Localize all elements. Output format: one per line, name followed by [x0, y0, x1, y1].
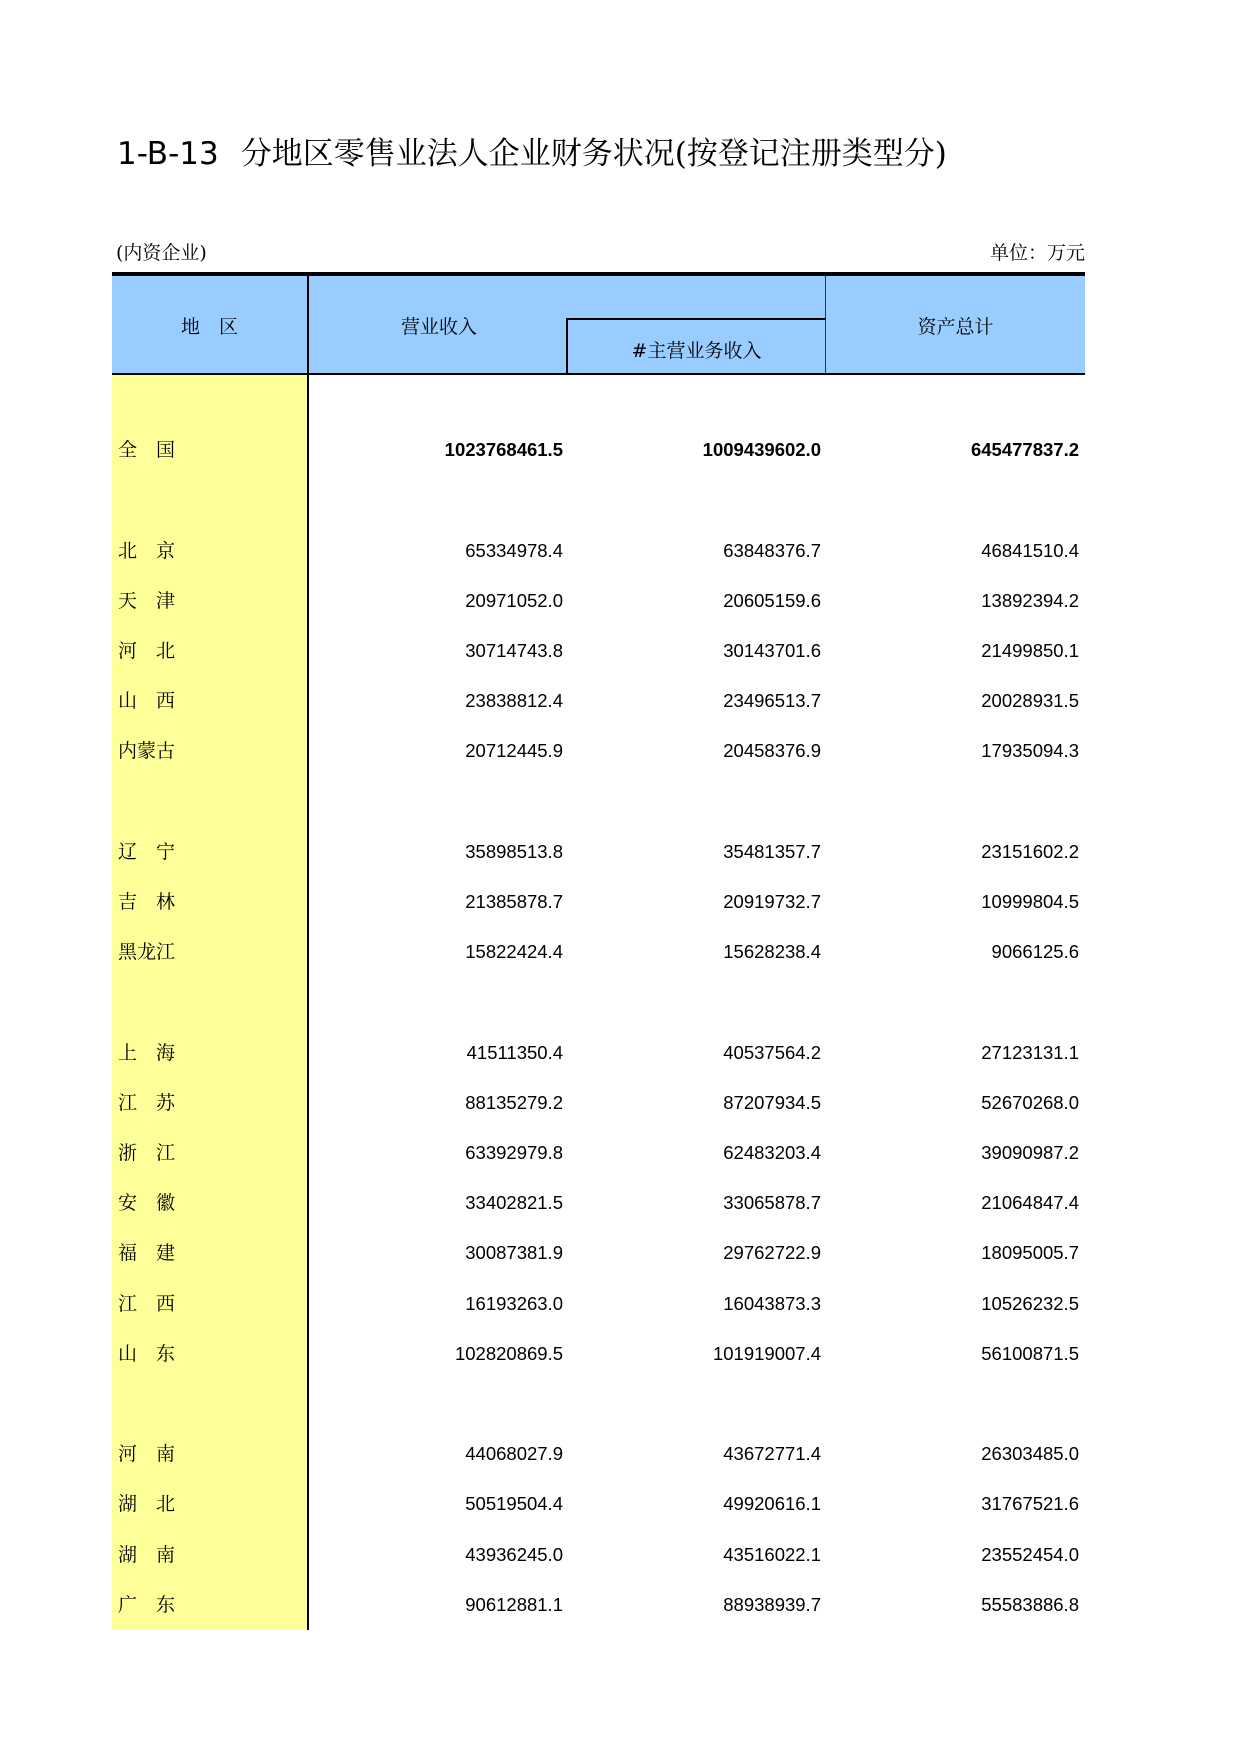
assets-value: 21064847.4 — [981, 1192, 1079, 1214]
assets-value: 21499850.1 — [981, 640, 1079, 661]
header-region: 地 区 — [180, 316, 238, 338]
region-name: 江 苏 — [118, 1091, 176, 1114]
main-revenue-value: 20458376.9 — [723, 740, 821, 762]
main-revenue-value: 33065878.7 — [723, 1192, 821, 1214]
subtitle: (内资企业) — [116, 242, 207, 264]
divider — [566, 318, 826, 320]
revenue-value: 44068027.9 — [465, 1443, 563, 1465]
table-row — [112, 1429, 1085, 1479]
page-title — [117, 128, 947, 173]
revenue-value: 16193263.0 — [465, 1292, 563, 1314]
main-revenue-value: 40537564.2 — [723, 1041, 821, 1063]
assets-value: 10999804.5 — [981, 891, 1079, 912]
main-revenue-value: 43672771.4 — [723, 1443, 821, 1465]
region-name: 内蒙古 — [118, 740, 176, 763]
main-revenue-value: 30143701.6 — [723, 640, 821, 661]
table-title: 分地区零售业法人企业财务状况(按登记注册类型分) — [240, 136, 947, 172]
region-name: 江 西 — [118, 1292, 176, 1315]
table-row — [112, 1128, 1085, 1178]
table-code: 1-B-13 — [117, 136, 219, 172]
table-row — [112, 927, 1085, 977]
region-name: 吉 林 — [118, 891, 176, 913]
main-revenue-value: 20919732.7 — [723, 891, 821, 912]
assets-value: 23552454.0 — [981, 1543, 1079, 1565]
main-revenue-value: 43516022.1 — [723, 1543, 821, 1565]
region-name: 山 西 — [118, 690, 176, 713]
assets-value: 17935094.3 — [981, 740, 1079, 762]
data-table — [112, 272, 1085, 1630]
revenue-value: 102820869.5 — [454, 1342, 563, 1364]
assets-value: 20028931.5 — [981, 690, 1079, 712]
revenue-value: 90612881.1 — [465, 1593, 563, 1615]
revenue-value: 65334978.4 — [465, 539, 563, 561]
table-row — [112, 1530, 1085, 1580]
assets-value: 26303485.0 — [981, 1443, 1079, 1465]
revenue-value: 23838812.4 — [465, 690, 563, 712]
region-name: 全 国 — [118, 439, 176, 462]
table-row — [112, 576, 1085, 626]
revenue-value: 41511350.4 — [466, 1041, 563, 1063]
assets-value: 46841510.4 — [981, 539, 1079, 561]
main-revenue-value: 49920616.1 — [723, 1493, 821, 1515]
table-row — [112, 1028, 1085, 1078]
assets-value: 18095005.7 — [981, 1242, 1079, 1264]
revenue-value: 15822424.4 — [465, 941, 563, 963]
assets-value: 31767521.6 — [981, 1493, 1079, 1515]
table-row — [112, 1580, 1085, 1630]
revenue-value: 50519504.4 — [465, 1493, 563, 1515]
assets-value: 52670268.0 — [981, 1091, 1079, 1113]
region-name: 河 南 — [118, 1443, 176, 1466]
table-row — [112, 626, 1085, 676]
main-revenue-value: 35481357.7 — [723, 840, 821, 862]
region-name: 湖 北 — [118, 1493, 176, 1516]
table-row — [112, 425, 1085, 475]
table-row — [112, 1078, 1085, 1128]
revenue-value: 63392979.8 — [465, 1142, 563, 1163]
assets-value: 56100871.5 — [981, 1342, 1079, 1364]
revenue-value: 1023768461.5 — [444, 439, 563, 461]
table-row — [112, 827, 1085, 877]
revenue-value: 30714743.8 — [465, 640, 563, 661]
main-revenue-value: 101919007.4 — [712, 1342, 821, 1364]
table-row — [112, 1228, 1085, 1278]
region-name: 辽 宁 — [118, 840, 176, 863]
main-revenue-value: 62483203.4 — [723, 1142, 821, 1163]
region-name: 天 津 — [118, 589, 176, 612]
table-row — [112, 1479, 1085, 1529]
assets-value: 39090987.2 — [981, 1142, 1079, 1163]
header-main-revenue: #主营业务收入 — [631, 340, 762, 362]
main-revenue-value: 88938939.7 — [723, 1593, 821, 1615]
table-row — [112, 676, 1085, 726]
region-name: 山 东 — [118, 1342, 176, 1365]
header-assets: 资产总计 — [917, 316, 994, 338]
main-revenue-value: 1009439602.0 — [702, 439, 821, 461]
assets-value: 10526232.5 — [981, 1292, 1079, 1314]
main-revenue-value: 15628238.4 — [723, 941, 821, 963]
revenue-value: 33402821.5 — [465, 1192, 563, 1214]
revenue-value: 21385878.7 — [465, 891, 563, 912]
table-row — [112, 1178, 1085, 1228]
region-name: 河 北 — [118, 640, 176, 662]
table-row — [112, 526, 1085, 576]
assets-value: 27123131.1 — [981, 1041, 1079, 1063]
revenue-value: 20712445.9 — [465, 740, 563, 762]
region-name: 上 海 — [118, 1041, 176, 1064]
main-revenue-value: 16043873.3 — [723, 1292, 821, 1314]
table-row — [112, 877, 1085, 927]
revenue-value: 30087381.9 — [465, 1242, 563, 1264]
table-header — [112, 272, 1085, 375]
region-name: 福 建 — [118, 1242, 176, 1265]
main-revenue-value: 87207934.5 — [723, 1091, 821, 1113]
revenue-value: 20971052.0 — [465, 589, 563, 611]
region-name: 浙 江 — [118, 1142, 176, 1164]
region-name: 北 京 — [118, 539, 176, 562]
region-name: 黑龙江 — [118, 941, 176, 964]
assets-value: 645477837.2 — [970, 439, 1079, 461]
main-revenue-value: 29762722.9 — [723, 1242, 821, 1264]
revenue-value: 43936245.0 — [465, 1543, 563, 1565]
assets-value: 13892394.2 — [981, 589, 1079, 611]
main-revenue-value: 20605159.6 — [723, 589, 821, 611]
assets-value: 55583886.8 — [981, 1593, 1079, 1615]
main-revenue-value: 23496513.7 — [723, 690, 821, 712]
main-revenue-value: 63848376.7 — [723, 539, 821, 561]
revenue-value: 88135279.2 — [465, 1091, 563, 1113]
table-row — [112, 726, 1085, 776]
region-name: 广 东 — [118, 1593, 176, 1616]
table-body — [112, 375, 1085, 1630]
table-row — [112, 1329, 1085, 1379]
unit-label: 单位：万元 — [989, 242, 1085, 264]
region-name: 湖 南 — [118, 1543, 176, 1566]
assets-value: 9066125.6 — [991, 941, 1079, 963]
revenue-value: 35898513.8 — [465, 840, 563, 862]
assets-value: 23151602.2 — [981, 840, 1079, 862]
table-row — [112, 1279, 1085, 1329]
region-name: 安 徽 — [118, 1192, 176, 1215]
header-revenue: 营业收入 — [400, 316, 477, 338]
